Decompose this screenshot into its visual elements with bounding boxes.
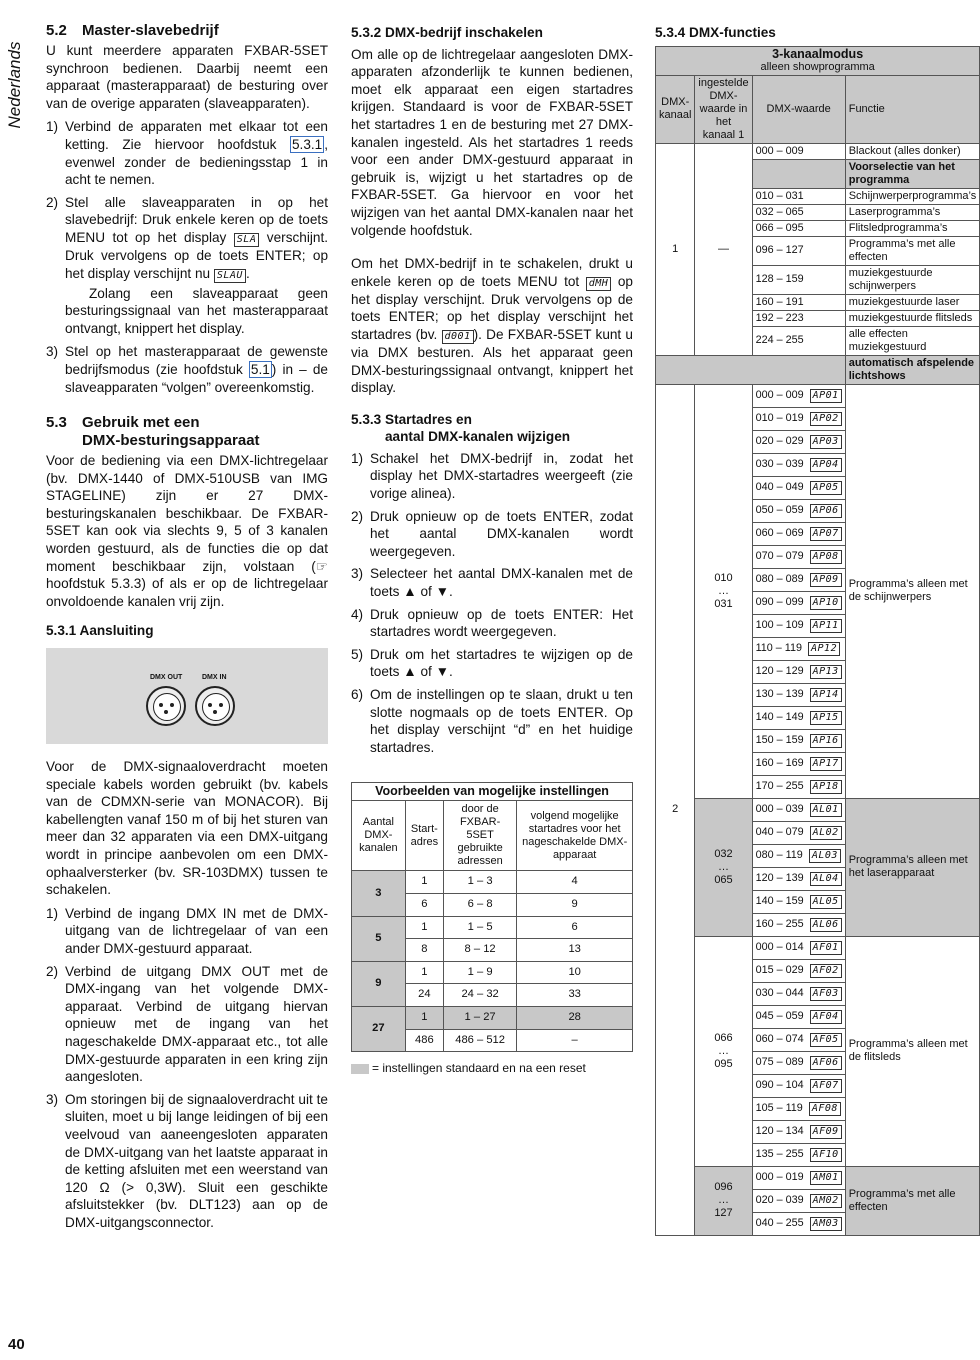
range-cell: 010 – 031 bbox=[752, 188, 845, 204]
range-text: 120 – 129 bbox=[755, 664, 804, 677]
function-text: Programma’s alleen met het laserapparaat bbox=[848, 854, 968, 880]
table-row bbox=[352, 871, 633, 894]
col-header: Start-adres bbox=[405, 801, 443, 871]
used-cell: 24 – 32 bbox=[443, 984, 516, 1007]
column-left bbox=[46, 22, 328, 1237]
display-code: AP16 bbox=[810, 734, 842, 748]
dmx-functions-table bbox=[655, 46, 980, 1236]
used-cell: 1 – 5 bbox=[443, 916, 516, 939]
range-cell bbox=[752, 1097, 845, 1120]
display-code: AP07 bbox=[810, 527, 842, 541]
mode-subtitle: alleen showprogramma bbox=[760, 60, 875, 73]
col-header: DMX-kanaal bbox=[656, 75, 695, 143]
range-cell bbox=[752, 1189, 845, 1212]
next-cell: 28 bbox=[517, 1006, 633, 1029]
range-text: 040 – 049 bbox=[755, 480, 804, 493]
range-text: 160 – 255 bbox=[755, 917, 804, 930]
set-value-cell bbox=[695, 936, 752, 1166]
range-text: 160 – 169 bbox=[755, 756, 804, 769]
table-row bbox=[656, 1166, 980, 1189]
function-cell: Schijnwerperprogramma’s bbox=[845, 188, 980, 204]
range-text: 110 – 119 bbox=[755, 641, 803, 654]
display-code: AP09 bbox=[810, 573, 842, 587]
function-text: Programma’s alleen met de flitsleds bbox=[848, 1038, 968, 1064]
function-cell: muziekgestuurde flitsleds bbox=[845, 310, 980, 326]
next-cell: 13 bbox=[517, 939, 633, 962]
range-cell bbox=[752, 476, 845, 499]
range-text: 050 – 059 bbox=[755, 503, 804, 516]
range-cell bbox=[752, 913, 845, 936]
col-header: Aantal DMX-kanalen bbox=[352, 801, 406, 871]
display-readout: d001 bbox=[442, 330, 474, 344]
slave-note: Zolang een slaveapparaat geen besturingssignaal van het masterapparaat ontvangt, knippert het display. bbox=[65, 285, 328, 336]
function-cell bbox=[845, 936, 980, 1166]
range-text: 120 – 134 bbox=[755, 1124, 804, 1137]
function-cell: Programma’s met alle effecten bbox=[845, 236, 980, 265]
section-5-3-2-heading: 5.3.2 DMX-bedrijf inschakelen bbox=[351, 25, 543, 40]
range-cell bbox=[752, 1074, 845, 1097]
display-code: AL02 bbox=[810, 826, 842, 840]
display-code: AP17 bbox=[810, 757, 842, 771]
range-cell bbox=[752, 1005, 845, 1028]
set-value-line: … bbox=[718, 1044, 729, 1057]
range-cell: 224 – 255 bbox=[752, 326, 845, 355]
range-cell: 032 – 065 bbox=[752, 204, 845, 220]
display-code: AP15 bbox=[810, 711, 842, 725]
section-5-3-intro: Voor de bediening via een DMX-lichtregelaar (bv. DMX-1440 of DMX-510USB van IMG STAGELINE) zijn er 27 DMX-besturingskanalen beschikbaar. De FXBAR-5SET kan ook via slechts 9, 5 of 3 kanalen worden gestuurd, als de functies die op dat moment beschikbaar zijn, volstaan (☞ hoofdstuk 5.3.3) of als er op de lichtregelaar onvoldoende kanalen vrij zijn. bbox=[46, 453, 328, 609]
range-cell: 000 – 009 bbox=[752, 143, 845, 159]
range-text: 170 – 255 bbox=[755, 779, 804, 792]
range-text: 000 – 009 bbox=[755, 388, 804, 401]
display-code: AF05 bbox=[810, 1033, 842, 1047]
chapter-link[interactable]: 5.3.1 bbox=[291, 136, 323, 152]
range-text: 090 – 104 bbox=[755, 1078, 804, 1091]
display-code: AF09 bbox=[810, 1125, 842, 1139]
table-row bbox=[352, 961, 633, 984]
display-code: AF06 bbox=[810, 1056, 842, 1070]
table-row bbox=[656, 143, 980, 159]
step: 2) Druk opnieuw op de toets ENTER, zodat het aantal DMX-kanalen wordt weergegeven. bbox=[351, 508, 633, 559]
range-cell bbox=[752, 568, 845, 591]
used-cell: 6 – 8 bbox=[443, 893, 516, 916]
range-text: 000 – 019 bbox=[755, 1170, 804, 1183]
step: 3) Selecteer het aantal DMX-kanalen met de toets ▲ of ▼. bbox=[351, 566, 633, 600]
range-text: 040 – 079 bbox=[755, 825, 804, 838]
range-text: 150 – 159 bbox=[755, 733, 804, 746]
range-cell bbox=[752, 660, 845, 683]
dmx-in-connector-icon bbox=[195, 686, 235, 726]
step: 1) Verbind de ingang DMX IN met de DMX-uitgang van de lichtregelaar of van een ander DMX-gestuurd apparaat. bbox=[46, 905, 328, 956]
used-cell: 1 – 3 bbox=[443, 871, 516, 894]
step: 3) Stel op het masterapparaat de gewenste bedrijfsmodus (zie hoofdstuk 5.1 ) in – de slaveapparaten “volgen” overeenkomstig. bbox=[46, 344, 328, 395]
set-value-line: 065 bbox=[714, 873, 733, 886]
display-code: AM03 bbox=[810, 1217, 842, 1231]
range-cell bbox=[752, 936, 845, 959]
range-cell bbox=[752, 384, 845, 407]
display-code: AL05 bbox=[810, 895, 842, 909]
start-cell: 1 bbox=[405, 916, 443, 939]
section-5-2-intro: U kunt meerdere apparaten FXBAR-5SET synchroon bedienen. Daarbij neemt een apparaat (masterapparaat) de besturing over van de overige apparaten (slaveapparaten). bbox=[46, 43, 328, 111]
display-code: AF02 bbox=[810, 964, 842, 978]
channel-cell: 2 bbox=[656, 384, 695, 1235]
display-code: AP12 bbox=[808, 642, 840, 656]
display-code: AL01 bbox=[810, 803, 842, 817]
used-cell: 1 – 9 bbox=[443, 961, 516, 984]
mode-title-cell bbox=[656, 46, 980, 75]
table-row bbox=[352, 916, 633, 939]
spacer-cell bbox=[656, 355, 846, 384]
range-cell bbox=[752, 798, 845, 821]
step: 4) Druk opnieuw op de toets ENTER: Het startadres wordt weergegeven. bbox=[351, 606, 633, 640]
range-cell bbox=[752, 1143, 845, 1166]
set-value-line: 127 bbox=[714, 1207, 733, 1220]
section-5-2-steps bbox=[46, 118, 328, 282]
range-text: 080 – 089 bbox=[755, 572, 804, 585]
display-code: AF01 bbox=[810, 941, 842, 955]
range-cell bbox=[752, 867, 845, 890]
range-cell bbox=[752, 591, 845, 614]
range-text: 100 – 109 bbox=[755, 618, 804, 631]
legend: = instellingen standaard en na een reset bbox=[351, 1060, 633, 1078]
set-value-cell bbox=[695, 384, 752, 798]
dmx-out-label: DMX OUT bbox=[150, 674, 183, 682]
display-code: AP18 bbox=[810, 780, 842, 794]
range-text: 140 – 159 bbox=[755, 894, 804, 907]
step: 3) Om storingen bij de signaaloverdracht uit te sluiten, moet u bij lange leidingen of bij een veelvoud van aaneengesloten apparaten de DMX-uitgang van het laatste apparaat in de ketting afsluiten met een weerstand van 120 Ω (> 0,3W). Sluit een geschikte afsluitstekker (bv. DLT123) aan op de DMX-uitgangsconnector. bbox=[46, 1091, 328, 1230]
range-text: 060 – 074 bbox=[755, 1032, 804, 1045]
function-cell bbox=[845, 798, 980, 936]
range-cell bbox=[752, 614, 845, 637]
range-cell bbox=[752, 522, 845, 545]
page-number: 40 bbox=[8, 1336, 25, 1353]
value-cell bbox=[752, 159, 845, 188]
step: 2) Verbind de uitgang DMX OUT met de DMX-ingang van het volgende DMX-apparaat. Verbind de uitgang hiervan opnieuw met de ingang van het nageschakelde DMX-apparaat etc., tot alle DMX-gestuurde apparaten in een kring zijn aangesloten. bbox=[46, 963, 328, 1085]
section-5-3-1-intro: Voor de DMX-signaaloverdracht moeten speciale kabels worden gebruikt (bv. kabels van de CDMXN-serie van MONACOR). Bij kabellengten vanaf 150 m of bij het sturen van meer dan 32 apparaten via een DMX-uitgang wordt in principe aanbevolen om een DMX-ophaalversterker (bv. SR-103DMX) tussen te schakelen. bbox=[46, 759, 328, 898]
display-code: AL03 bbox=[809, 849, 841, 863]
section-5-3-2-p2: Om het DMX-bedrijf in te schakelen, drukt u enkele keren op de toets MENU tot dMH op het display verschijnt. Druk vervolgens op de toets ENTER; op het display verschijnt het startadres (bv. d001 ). De FXBAR-5SET kunt u via DMX besturen. Als het apparaat geen DMX-besturingssignaal ontvangt, knippert het display. bbox=[351, 256, 633, 396]
col-header: DMX-waarde bbox=[752, 75, 845, 143]
function-cell: muziekgestuurde laser bbox=[845, 294, 980, 310]
step: 2) Stel alle slaveapparaten in op het slavebedrijf: Druk enkele keren op de toets MENU tot op het display SLA verschijnt. Druk vervolgens op de toets ENTER; op het display verschijnt nu SLAU . bbox=[46, 194, 328, 281]
start-cell: 1 bbox=[405, 1006, 443, 1029]
display-code: AF07 bbox=[810, 1079, 842, 1093]
set-value-line: … bbox=[718, 1194, 729, 1207]
range-cell bbox=[752, 453, 845, 476]
range-text: 080 – 119 bbox=[755, 848, 803, 861]
set-value-line: 095 bbox=[714, 1057, 733, 1070]
display-code: AF08 bbox=[809, 1102, 841, 1116]
range-cell bbox=[752, 844, 845, 867]
function-cell: Laserprogramma’s bbox=[845, 204, 980, 220]
function-cell: Blackout (alles donker) bbox=[845, 143, 980, 159]
range-cell bbox=[752, 890, 845, 913]
range-cell bbox=[752, 637, 845, 660]
range-text: 030 – 044 bbox=[755, 986, 804, 999]
range-text: 075 – 089 bbox=[755, 1055, 804, 1068]
range-text: 140 – 149 bbox=[755, 710, 804, 723]
function-text: Programma’s met alle effecten bbox=[848, 1187, 956, 1213]
step: 5) Druk om het startadres te wijzigen op de toets ▲ of ▼. bbox=[351, 646, 633, 680]
start-cell: 8 bbox=[405, 939, 443, 962]
display-code: AP10 bbox=[810, 596, 842, 610]
range-text: 130 – 139 bbox=[755, 687, 804, 700]
start-cell: 486 bbox=[405, 1029, 443, 1052]
channels-cell: 5 bbox=[352, 916, 406, 961]
set-value-line: 010 bbox=[714, 571, 733, 584]
set-value-line: … bbox=[718, 584, 729, 597]
channels-cell: 9 bbox=[352, 961, 406, 1006]
examples-table bbox=[351, 782, 633, 1052]
range-text: 070 – 079 bbox=[755, 549, 804, 562]
range-cell bbox=[752, 982, 845, 1005]
column-right bbox=[655, 22, 977, 1236]
set-value-line: … bbox=[718, 860, 729, 873]
used-cell: 486 – 512 bbox=[443, 1029, 516, 1052]
section-5-3-4-heading: 5.3.4 DMX-functies bbox=[655, 25, 776, 40]
next-cell: 6 bbox=[517, 916, 633, 939]
section-5-3-heading: 5.3 Gebruik met een DMX-besturingsapparaat bbox=[46, 414, 260, 450]
set-value-line: 066 bbox=[714, 1031, 733, 1044]
next-cell: – bbox=[517, 1029, 633, 1052]
range-text: 000 – 014 bbox=[755, 940, 804, 953]
set-value-cell bbox=[695, 1166, 752, 1235]
range-cell bbox=[752, 1212, 845, 1235]
display-code: AM01 bbox=[810, 1171, 842, 1185]
group-header: automatisch afspelende lichtshows bbox=[845, 355, 980, 384]
next-cell: 9 bbox=[517, 893, 633, 916]
range-text: 060 – 069 bbox=[755, 526, 804, 539]
range-text: 030 – 039 bbox=[755, 457, 804, 470]
range-cell: 160 – 191 bbox=[752, 294, 845, 310]
range-cell bbox=[752, 499, 845, 522]
function-text: Programma’s alleen met de schijnwerpers bbox=[848, 578, 968, 604]
display-code: AF03 bbox=[810, 987, 842, 1001]
examples-caption: Voorbeelden van mogelijke instellingen bbox=[352, 783, 633, 801]
next-cell: 4 bbox=[517, 871, 633, 894]
col-header: door de FXBAR-5SET gebruikte adressen bbox=[443, 801, 516, 871]
range-text: 135 – 255 bbox=[755, 1147, 804, 1160]
display-readout: dMH bbox=[586, 277, 612, 291]
range-text: 040 – 255 bbox=[755, 1216, 804, 1229]
display-code: AP14 bbox=[810, 688, 842, 702]
display-code: AM02 bbox=[810, 1194, 842, 1208]
col-header: volgend mogelijke startadres voor het nageschakelde DMX-apparaat bbox=[517, 801, 633, 871]
range-cell: 192 – 223 bbox=[752, 310, 845, 326]
used-cell: 8 – 12 bbox=[443, 939, 516, 962]
range-cell bbox=[752, 959, 845, 982]
display-code: AP02 bbox=[810, 412, 842, 426]
section-5-3-3-heading: 5.3.3 Startadres en aantal DMX-kanalen wijzigen bbox=[351, 411, 571, 445]
range-text: 120 – 139 bbox=[755, 871, 804, 884]
table-row bbox=[656, 798, 980, 821]
display-code: AF04 bbox=[810, 1010, 842, 1024]
channels-cell: 3 bbox=[352, 871, 406, 916]
step: 6) Om de instellingen op te slaan, drukt u ten slotte nogmaals op de toets ENTER. Op het display verschijnt “d” en het huidige startadres. bbox=[351, 687, 633, 755]
range-cell: 096 – 127 bbox=[752, 236, 845, 265]
range-cell bbox=[752, 752, 845, 775]
display-readout: SLAU bbox=[214, 269, 246, 283]
set-value-cell bbox=[695, 798, 752, 936]
range-cell bbox=[752, 1028, 845, 1051]
group-header: Voorselectie van het programma bbox=[845, 159, 980, 188]
function-cell bbox=[845, 384, 980, 798]
set-value-cell: — bbox=[695, 143, 752, 355]
display-code: AP13 bbox=[810, 665, 842, 679]
display-code: AP11 bbox=[810, 619, 842, 633]
range-text: 020 – 039 bbox=[755, 1193, 804, 1206]
dmx-in-label: DMX IN bbox=[202, 674, 227, 682]
range-cell bbox=[752, 729, 845, 752]
range-text: 000 – 039 bbox=[755, 802, 804, 815]
range-text: 010 – 019 bbox=[755, 411, 804, 424]
range-cell bbox=[752, 1051, 845, 1074]
dmx-out-connector-icon bbox=[146, 686, 186, 726]
display-code: AP08 bbox=[810, 550, 842, 564]
display-code: AP01 bbox=[810, 389, 842, 403]
display-readout: SLA bbox=[234, 233, 260, 247]
step: 1) Schakel het DMX-bedrijf in, zodat het display het DMX-startadres weergeeft (zie vorige alinea). bbox=[351, 450, 633, 502]
language-tab: Nederlands bbox=[5, 41, 24, 129]
function-cell bbox=[845, 1166, 980, 1235]
table-row bbox=[352, 1006, 633, 1029]
display-code: AP03 bbox=[810, 435, 842, 449]
used-cell: 1 – 27 bbox=[443, 1006, 516, 1029]
channel-cell: 1 bbox=[656, 143, 695, 355]
range-text: 090 – 099 bbox=[755, 595, 804, 608]
range-text: 045 – 059 bbox=[755, 1009, 804, 1022]
next-cell: 33 bbox=[517, 984, 633, 1007]
section-5-2-heading: 5.2 Master-slavebedrijf bbox=[46, 22, 219, 39]
range-cell bbox=[752, 1120, 845, 1143]
display-code: AP04 bbox=[810, 458, 842, 472]
display-code: AP05 bbox=[810, 481, 842, 495]
function-cell: Flitsledprogramma’s bbox=[845, 220, 980, 236]
section-5-3-1-heading: 5.3.1 Aansluiting bbox=[46, 623, 154, 639]
display-code: AP06 bbox=[810, 504, 842, 518]
section-5-3-2-p1: Om alle op de lichtregelaar aangesloten DMX-apparaten afzonderlijk te kunnen bedienen, moet elk apparaat een eigen startadres krijgen. Standaard is voor de FXBAR-5SET het startadres 1 en de besturing met 27 DMX-kanalen ingesteld. Als het startadres 1 reeds voor een ander DMX-gestuurd apparaat in gebruik is, wijzigt u het startadres op de FXBAR-5SET. Ga hiervoor en voor het wijzigen van het aantal DMX-kanalen naar het volgende hoofdstuk. bbox=[351, 46, 633, 238]
channels-cell: 27 bbox=[352, 1006, 406, 1051]
range-cell bbox=[752, 1166, 845, 1189]
col-header: Functie bbox=[845, 75, 980, 143]
display-code: AL04 bbox=[810, 872, 842, 886]
range-cell bbox=[752, 545, 845, 568]
range-text: 105 – 119 bbox=[755, 1101, 803, 1114]
range-cell: 066 – 095 bbox=[752, 220, 845, 236]
range-cell bbox=[752, 775, 845, 798]
range-cell bbox=[752, 683, 845, 706]
range-cell bbox=[752, 430, 845, 453]
section-5-3-3-steps bbox=[351, 450, 633, 757]
legend-swatch bbox=[351, 1064, 369, 1074]
range-cell: 128 – 159 bbox=[752, 265, 845, 294]
range-text: 015 – 029 bbox=[755, 963, 804, 976]
start-cell: 1 bbox=[405, 871, 443, 894]
next-cell: 10 bbox=[517, 961, 633, 984]
step: 1) Verbind de apparaten met elkaar tot een ketting. Zie hiervoor hoofdstuk 5.3.1 , evenwel zonder de bedieningsstap 1 in acht te nemen. bbox=[46, 119, 328, 188]
set-value-line: 096 bbox=[714, 1181, 733, 1194]
range-text: 020 – 029 bbox=[755, 434, 804, 447]
mode-title: 3-kanaalmodus bbox=[772, 46, 864, 61]
connector-panel-illustration bbox=[46, 648, 328, 744]
section-5-3-1-steps bbox=[46, 905, 328, 1232]
range-cell bbox=[752, 706, 845, 729]
range-cell bbox=[752, 821, 845, 844]
start-cell: 24 bbox=[405, 984, 443, 1007]
table-row bbox=[656, 936, 980, 959]
table-row bbox=[656, 384, 980, 407]
display-code: AF10 bbox=[810, 1148, 842, 1162]
set-value-line: 032 bbox=[714, 847, 733, 860]
display-code: AL06 bbox=[810, 918, 842, 932]
chapter-link[interactable]: 5.1 bbox=[250, 361, 270, 377]
function-cell: alle effecten muziekgestuurd bbox=[845, 326, 980, 355]
start-cell: 1 bbox=[405, 961, 443, 984]
set-value-line: 031 bbox=[714, 597, 733, 610]
function-cell: muziekgestuurde schijnwerpers bbox=[845, 265, 980, 294]
start-cell: 6 bbox=[405, 893, 443, 916]
range-cell bbox=[752, 407, 845, 430]
column-middle bbox=[351, 22, 633, 1078]
col-header: ingestelde DMX-waarde in het kanaal 1 bbox=[695, 75, 752, 143]
